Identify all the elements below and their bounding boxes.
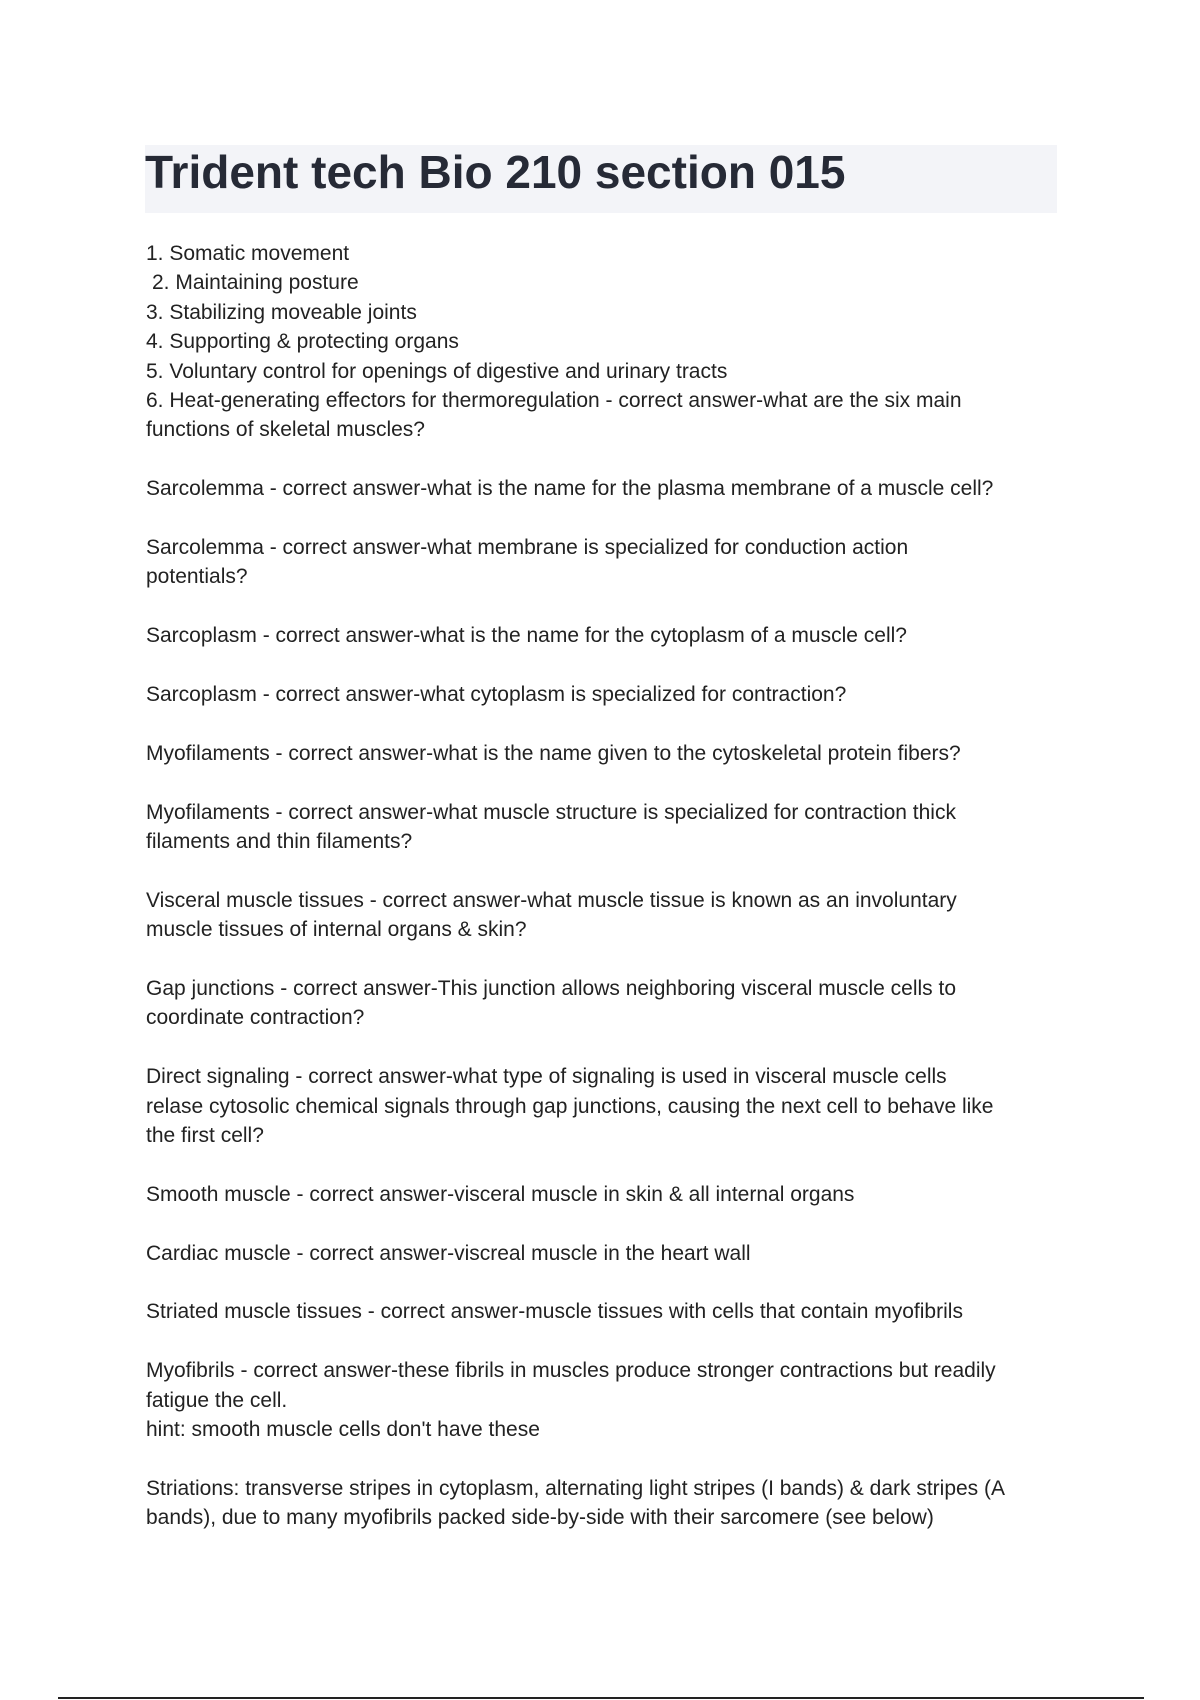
page-title: Trident tech Bio 210 section 015 bbox=[145, 146, 846, 198]
text-line: Gap junctions - correct answer-This junction allows neighboring visceral muscle cells to bbox=[146, 977, 957, 1001]
text-line: Visceral muscle tissues - correct answer-what muscle tissue is known as an involuntary bbox=[146, 888, 957, 912]
text-line: Myofilaments - correct answer-what muscle structure is specialized for contraction thick bbox=[146, 800, 956, 824]
flashcard-gap-junctions bbox=[146, 974, 1066, 1033]
text-line: 3. Stabilizing moveable joints bbox=[146, 300, 417, 324]
title-box bbox=[145, 145, 1057, 213]
flashcard-smooth-muscle bbox=[146, 1180, 1066, 1209]
flashcard-myofilaments-name bbox=[146, 739, 1066, 768]
flashcard-sarcoplasm-name bbox=[146, 621, 1066, 650]
text-line: Direct signaling - correct answer-what type of signaling is used in visceral muscle cells bbox=[146, 1065, 947, 1089]
flashcard-striated-muscle bbox=[146, 1297, 1066, 1326]
text-line: Striated muscle tissues - correct answer-muscle tissues with cells that contain myofibrils bbox=[146, 1300, 963, 1324]
flashcard-cardiac-muscle bbox=[146, 1239, 1066, 1268]
text-line: Myofibrils - correct answer-these fibrils in muscles produce stronger contractions but readily bbox=[146, 1359, 996, 1383]
flashcard-myofilaments-structure bbox=[146, 798, 1066, 857]
text-line: relase cytosolic chemical signals through gap junctions, causing the next cell to behave like bbox=[146, 1094, 994, 1118]
text-line: Smooth muscle - correct answer-visceral muscle in skin & all internal organs bbox=[146, 1182, 855, 1206]
flashcard-skeletal-muscle-functions bbox=[146, 239, 1066, 445]
flashcard-striations bbox=[146, 1474, 1066, 1533]
flashcard-direct-signaling bbox=[146, 1062, 1066, 1150]
flashcard-sarcolemma-membrane bbox=[146, 533, 1066, 592]
text-line: filaments and thin filaments? bbox=[146, 830, 413, 854]
text-line: functions of skeletal muscles? bbox=[146, 418, 425, 442]
text-line: muscle tissues of internal organs & skin? bbox=[146, 918, 527, 942]
text-line: 2. Maintaining posture bbox=[152, 271, 359, 295]
flashcard-sarcolemma-name bbox=[146, 474, 1066, 503]
text-line: Striations: transverse stripes in cytoplasm, alternating light stripes (I bands) & dark stripes (A bbox=[146, 1476, 1006, 1500]
document-body bbox=[146, 239, 1066, 1562]
flashcard-visceral-muscle bbox=[146, 886, 1066, 945]
text-line: Myofilaments - correct answer-what is the name given to the cytoskeletal protein fibers? bbox=[146, 741, 961, 765]
text-line: Sarcoplasm - correct answer-what cytoplasm is specialized for contraction? bbox=[146, 683, 847, 707]
text-line: Cardiac muscle - correct answer-viscreal muscle in the heart wall bbox=[146, 1241, 751, 1265]
flashcard-sarcoplasm-contraction bbox=[146, 680, 1066, 709]
text-line: Sarcolemma - correct answer-what membrane is specialized for conduction action bbox=[146, 536, 909, 560]
text-line: fatigue the cell. bbox=[146, 1388, 288, 1412]
text-line: 6. Heat-generating effectors for thermoregulation - correct answer-what are the six main bbox=[146, 389, 962, 413]
text-line: the first cell? bbox=[146, 1124, 264, 1148]
page-bottom-rule bbox=[58, 1697, 1144, 1699]
text-line: 4. Supporting & protecting organs bbox=[146, 330, 459, 354]
text-line: bands), due to many myofibrils packed side-by-side with their sarcomere (see below) bbox=[146, 1506, 934, 1530]
text-line: Sarcolemma - correct answer-what is the name for the plasma membrane of a muscle cell? bbox=[146, 477, 994, 501]
text-line: Sarcoplasm - correct answer-what is the name for the cytoplasm of a muscle cell? bbox=[146, 624, 907, 648]
text-line: 1. Somatic movement bbox=[146, 242, 350, 265]
text-line: hint: smooth muscle cells don't have these bbox=[146, 1418, 540, 1442]
text-line: 5. Voluntary control for openings of digestive and urinary tracts bbox=[146, 359, 728, 383]
text-line: coordinate contraction? bbox=[146, 1006, 365, 1030]
flashcard-myofibrils bbox=[146, 1356, 1066, 1444]
text-line: potentials? bbox=[146, 565, 248, 589]
